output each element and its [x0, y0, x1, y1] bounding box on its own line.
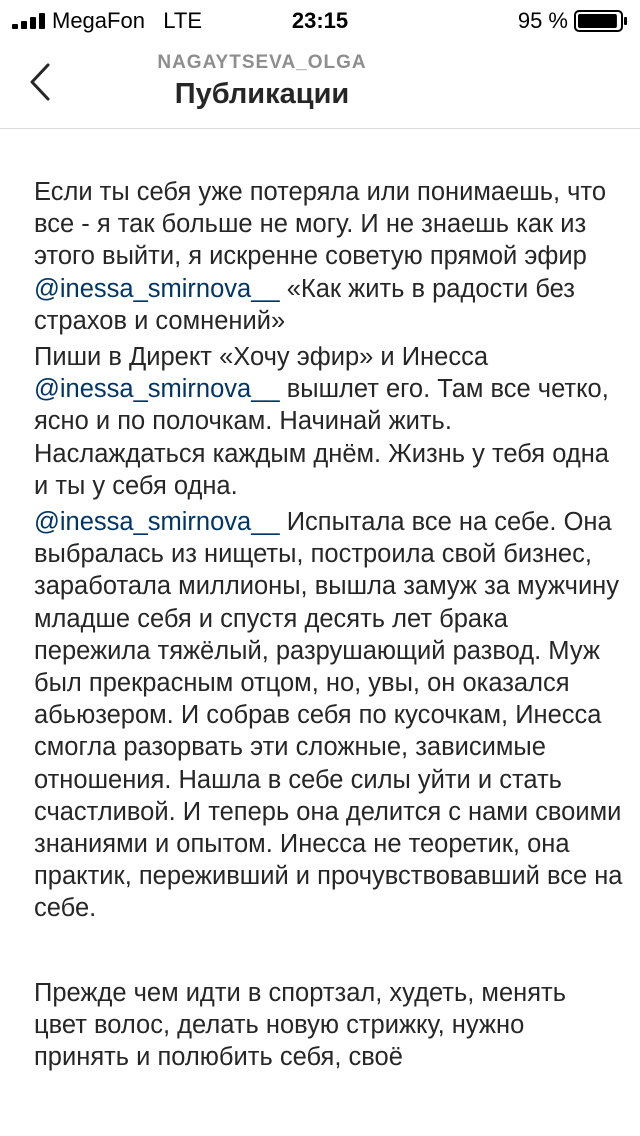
- mention-link[interactable]: @inessa_smirnova__: [34, 375, 280, 404]
- profile-username[interactable]: NAGAYTSEVA_OLGA: [157, 52, 367, 73]
- navigation-bar: [0, 40, 640, 129]
- clock: 23:15: [291, 8, 349, 33]
- mention-link[interactable]: @inessa_smirnova__: [34, 274, 280, 303]
- mention-link[interactable]: @inessa_smirnova__: [34, 508, 280, 537]
- status-bar: [0, 0, 640, 40]
- caption-text: Прежде чем идти в спортзал, худеть, менять цвет волос, делать новую стрижку, нужно принять и полюбить себя, своё: [34, 978, 566, 1072]
- battery-percent: 95 %: [517, 8, 568, 33]
- caption-paragraph: [34, 977, 624, 1074]
- caption-text: Испытала все на себе. Она выбралась из нищеты, построила свой бизнес, заработала миллионы, вышла замуж за мужчину младше себя и спустя десять лет брака пережила тяжёлый, разрушающий развод. Муж был прекрасным отцом, но, увы, он оказался абьюзером. И собрав себя по кусочкам, Инесса смогла разорвать эти сложные, зависимые отношения. Нашла в себе силы уйти и стать счастливой. И теперь она делится с нами своими знаниями и опытом. Инесса не теоретик, она практик, переживший и прочувствовавший все на себе.: [34, 508, 623, 923]
- caption-text: Если ты себя уже потеряла или понимаешь, что все - я так больше не могу. И не знаешь как из этого выйти, я искренне советую прямой эфир: [34, 178, 607, 271]
- caption-text: «Как жить в радости без страхов и сомнений»: [34, 274, 575, 335]
- caption-paragraph: [34, 341, 624, 502]
- caption-paragraph: [34, 506, 624, 925]
- carrier-label: MegaFon LTE: [52, 8, 203, 33]
- post-caption: [34, 176, 624, 1073]
- caption-text: вышлет его. Там все четко, ясно и по полочкам. Начинай жить. Наслаждаться каждым днём. Жизнь у тебя одна и ты у себя одна.: [34, 375, 609, 500]
- page-title: Публикации: [174, 78, 350, 110]
- battery-icon: [574, 10, 628, 32]
- caption-paragraph: [34, 176, 624, 337]
- caption-text: Пиши в Директ «Хочу эфир» и Инесса: [34, 343, 489, 372]
